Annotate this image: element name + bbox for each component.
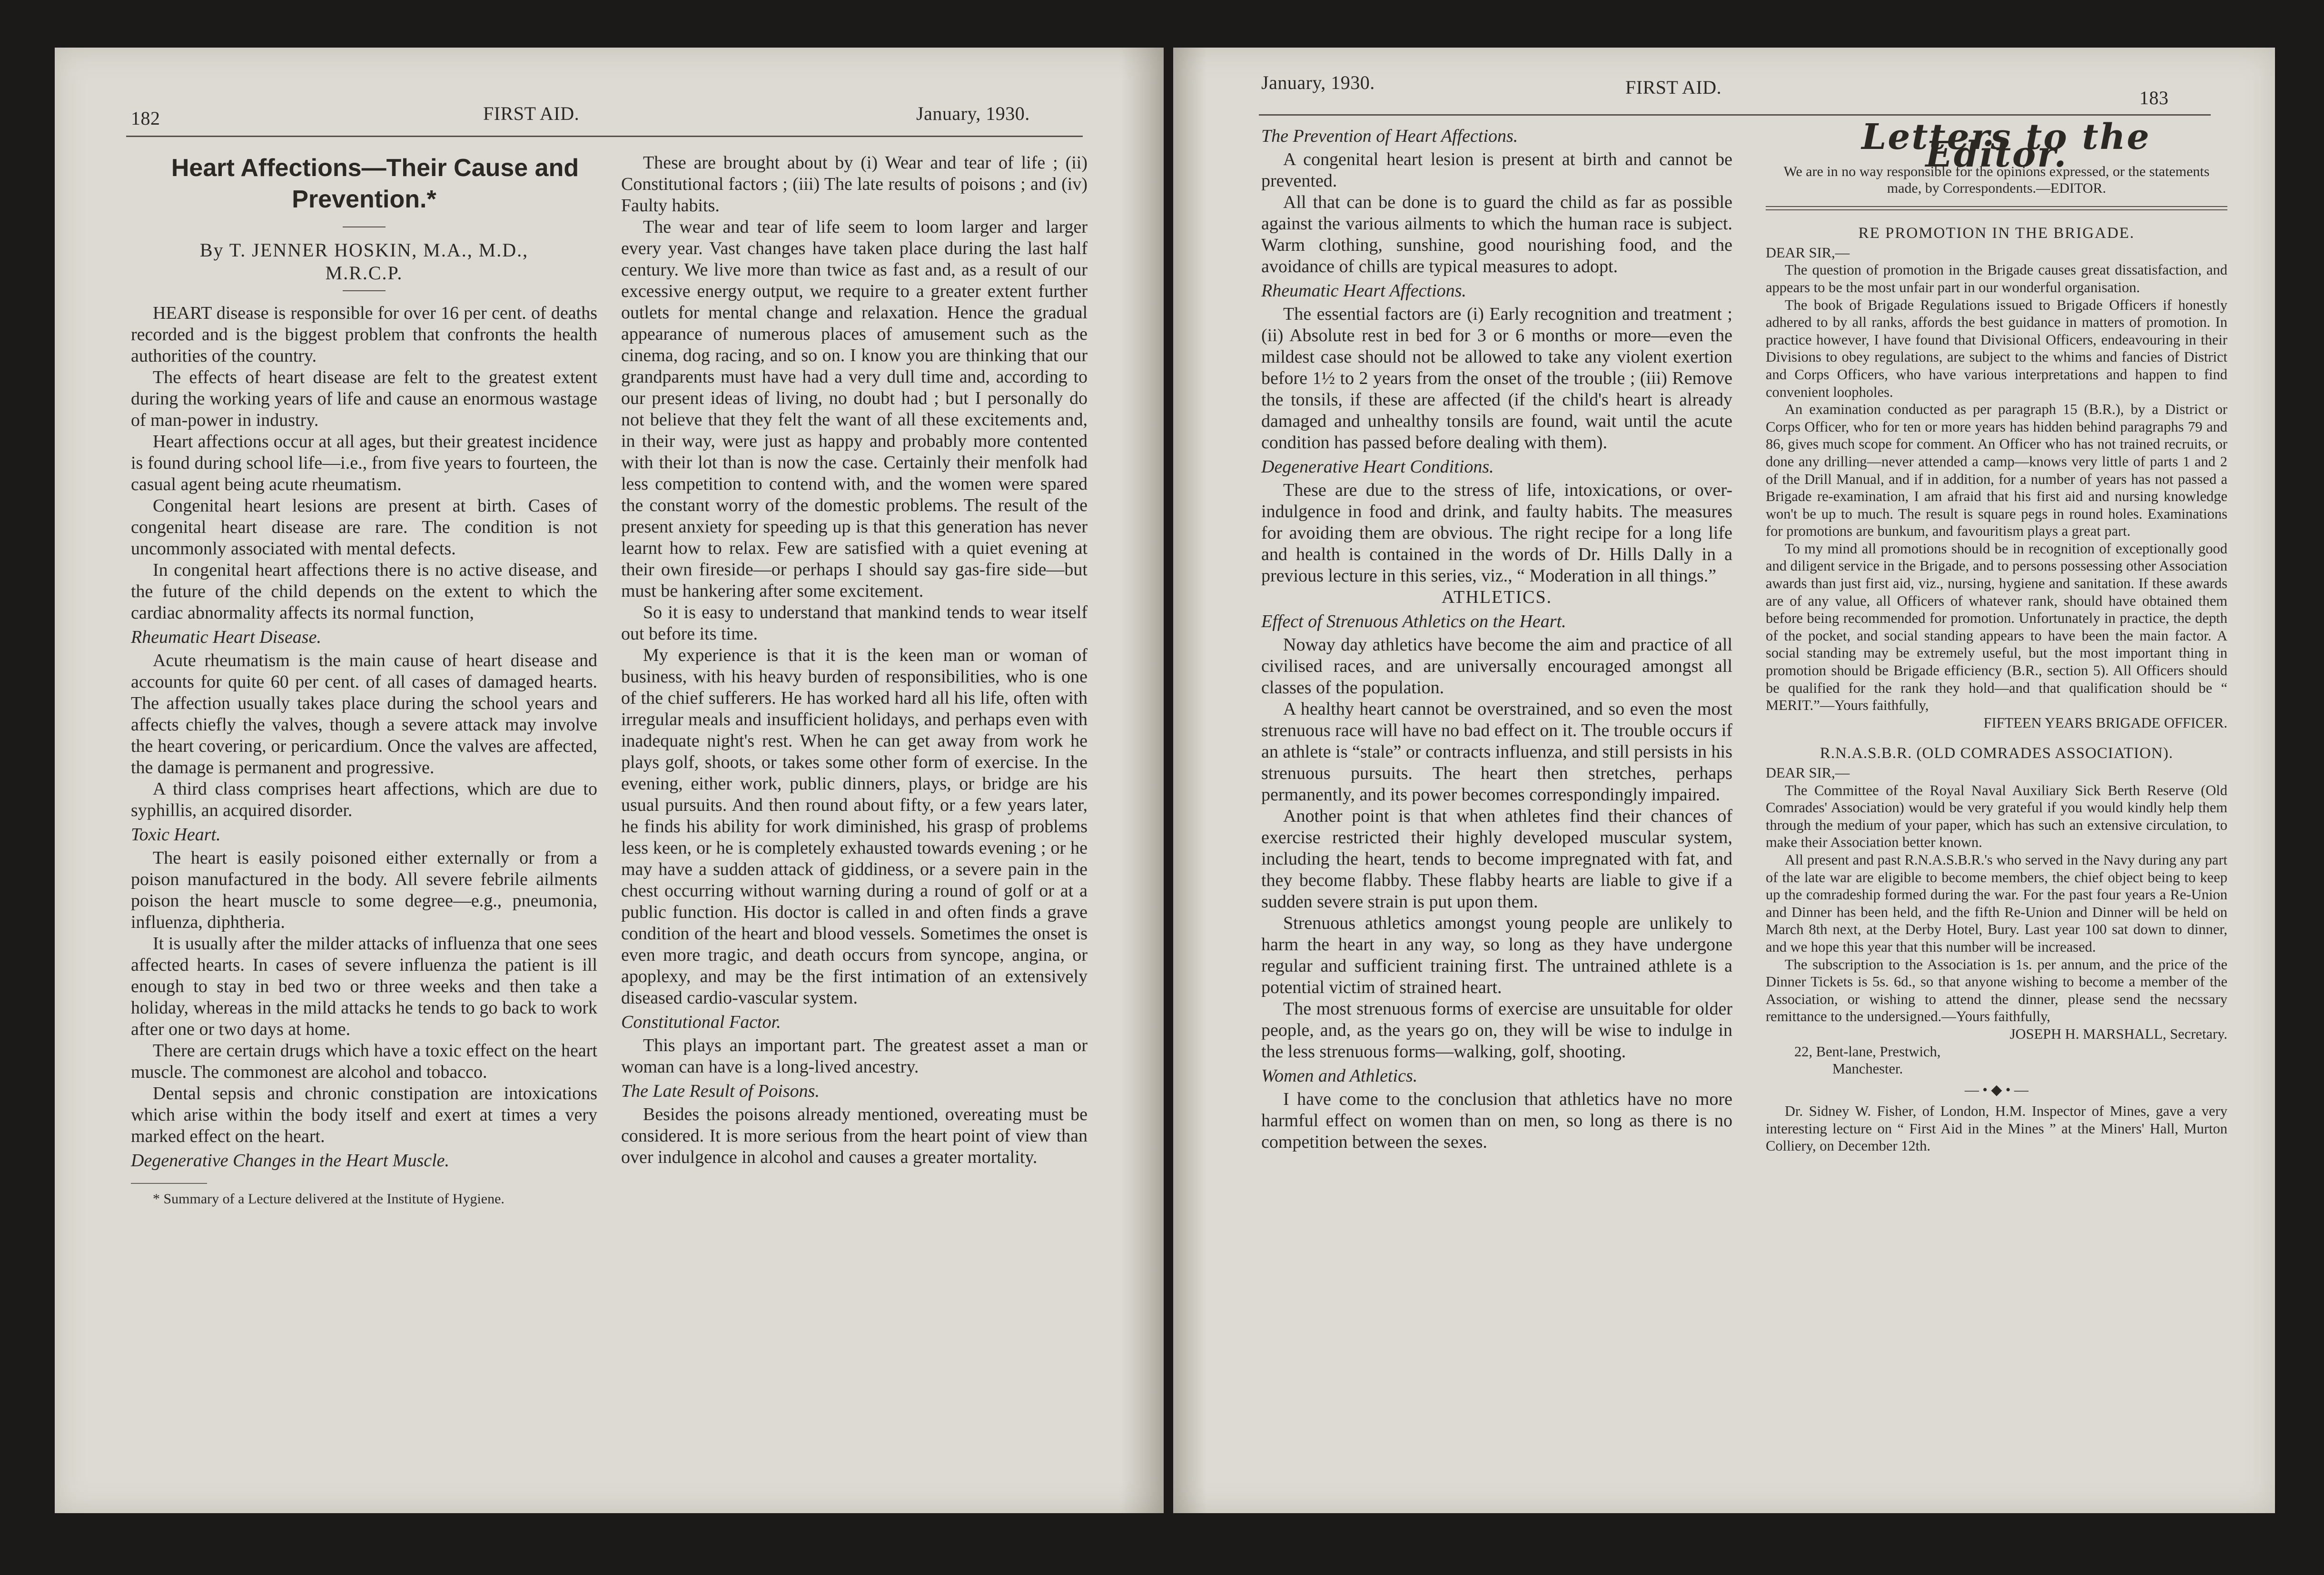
gutter-shadow	[1173, 48, 1207, 1513]
section-heading: ATHLETICS.	[1441, 587, 1553, 607]
paragraph: All that can be done is to guard the child as far as possible against the various ailments to which the human race is subject. Warm clothing, sunshine, good nourishing food, and the avoidance of chills are typical measures to adopt.	[1261, 192, 1732, 276]
paragraph: A healthy heart cannot be overstrained, and so even the most strenuous race will have no bad effect on it. The trouble occurs if an athlete is “stale” or contracts influenza, and still persists in his strenuous pursuits. The heart then stretches, perhaps permanently, and its power becomes correspondingly impaired.	[1261, 699, 1732, 805]
masthead: FIRST AID.	[483, 103, 580, 124]
paragraph: It is usually after the milder attacks of influenza that one sees affected hearts. In cases of severe influenza the patient is ill enough to stay in bed two or three weeks and then take a holiday, whereas in the mild attacks he tends to go back to work after one or two days at home.	[131, 934, 597, 1039]
left-page	[55, 48, 1164, 1513]
paragraph: So it is easy to understand that mankind tends to wear itself out before its time.	[621, 602, 1088, 644]
paragraph: The essential factors are (i) Early recognition and treatment ; (ii) Absolute rest in bed for 3 or 6 months or more—even the mildest case should not be allowed to take any violent exertion before 1½ to 2 years from the onset of the trouble ; (iii) Remove the tonsils, if these are affected (if the child's heart is already damaged and unhealthy tonsils are found, wait until the acute condition has passed before dealing with them).	[1261, 304, 1732, 453]
author-line-2: M.R.C.P.	[325, 262, 403, 284]
paragraph: Acute rheumatism is the main cause of heart disease and accounts for quite 60 per cent. of all cases of damaged hearts. The affection usually takes place during the school years and affects chiefly the valves, though a severe attack may involve the heart covering, or pericardium. Once the valves are affected, the damage is permanent and progressive.	[131, 650, 597, 778]
letter-paragraph: To my mind all promotions should be in recognition of exceptionally good and diligent service in the Brigade, and to persons possessing other Association awards than just first aid, viz., nursing, hygiene and sanitation. If these awards are of any value, all Officers of whatever rank, should have obtained them before being recommended for promotion. Unfortunately in practice, the depth of the pocket, and social standing appears to have been the main factor. A social standing may be extremely useful, but the most important thing in promotion should be Brigade efficiency (B.R., section 5). All Officers should be qualified for the rank they hold—and that qualification should be “ MERIT.”—Yours faithfully,	[1766, 540, 2227, 714]
subheading: The Late Result of Poisons.	[621, 1081, 820, 1101]
paragraph: The effects of heart disease are felt to the greatest extent during the working years of life and cause an enormous wastage of man-power in industry.	[131, 367, 597, 430]
letter-2-signature: JOSEPH H. MARSHALL, Secretary.	[2009, 1025, 2227, 1042]
header-rule	[1259, 114, 2211, 116]
paragraph: Another point is that when athletes find their chances of exercise restricted their highly developed muscular system, including the heart, tends to become impregnated with fat, and they become flabby. These flabby hearts are liable to give if a sudden severe strain is put upon them.	[1261, 806, 1732, 912]
section-double-rule	[1766, 206, 2227, 210]
article-column-2	[621, 152, 1088, 1168]
right-page	[1173, 48, 2275, 1513]
issue-date: January, 1930.	[1261, 72, 1375, 93]
paragraph: The wear and tear of life seem to loom larger and larger every year. Vast changes have taken place during the last half century. We live more than twice as fast and, as a result of our excessive energy output, we require to a greater extent further outlets for mental change and relaxation. Hence the gradual appearance of numerous places of amusement such as the cinema, dog racing, and so on. I know you are thinking that our grandparents must have had a very dull time and, according to our present ideas of living, no doubt had ; but I personally do not believe that they felt the want of all these excitements and, in their way, were just as happy and probably more contented with their lot than is now the case. Certainly their menfolk had less competition to contend with, and the women were spared the constant worry of the domestic problems. The result of the present anxiety for speeding up is that this generation has never learnt how to relax. Few are satisfied with a quiet evening at their own fireside—or perhaps I should say gas-fire side—but must be hankering after some excitement.	[621, 217, 1088, 601]
letter-1-salutation: DEAR SIR,—	[1766, 244, 1850, 261]
paragraph: I have come to the conclusion that athletics have no more harmful effect on women than on men, so long as there is no competition between the sexes.	[1261, 1089, 1732, 1152]
header-rule	[126, 136, 1083, 137]
editor-disclaimer: We are in no way responsible for the opinions expressed, or the statements made, by Correspondents.—EDITOR.	[1783, 164, 2210, 197]
gutter-shadow	[1121, 48, 1164, 1513]
letter-2-body	[1766, 782, 2227, 1025]
subheading: Constitutional Factor.	[621, 1012, 781, 1032]
paragraph: There are certain drugs which have a toxic effect on the heart muscle. The commonest are alcohol and tobacco.	[131, 1041, 597, 1082]
paragraph: Dental sepsis and chronic constipation are intoxications which arise within the body itself and exert at times a very marked effect on the heart.	[131, 1083, 597, 1146]
footnote-rule	[131, 1183, 207, 1184]
subheading: Degenerative Heart Conditions.	[1261, 457, 1494, 477]
paragraph: My experience is that it is the keen man or woman of business, with his heavy burden of responsibilities, who is one of the chief sufferers. He has worked hard all his life, often with irregular meals and insufficient holidays, and perhaps even with inadequate night's rest. When he can get away from work he plays golf, shoots, or takes some other form of exercise. In the evening, either work, public dinners, plays, or bridge are his usual pursuits. And then round about fifty, or a few years later, he finds his ability for work diminished, his grasp of problems less keen, or he is completely exhausted towards evening ; or he may have a sudden attack of giddiness, or a severe pain in the chest occurring without warning during a round of golf or at a public function. His doctor is called in and often finds a grave condition of the heart and blood vessels. Sometimes the onset is even more tragic, and death occurs from syncope, angina, or apoplexy, and may be the first intimation of an extensively diseased cardio-vascular system.	[621, 645, 1088, 1008]
paragraph: Strenuous athletics amongst young people are unlikely to harm the heart in any way, so long as they have undergone regular and sufficient training first. The untrained athlete is a potential victim of strained heart.	[1261, 913, 1732, 997]
paragraph: A congenital heart lesion is present at birth and cannot be prevented.	[1261, 149, 1732, 191]
letter-paragraph: The question of promotion in the Brigade causes great dissatisfaction, and appears to be the most unfair part in our wonderful organisation.	[1766, 262, 2227, 295]
letters-to-editor-title: Letters to the Editor.	[1861, 117, 2151, 175]
letter-2-salutation: DEAR SIR,—	[1766, 765, 1850, 781]
letter-paragraph: The book of Brigade Regulations issued to Brigade Officers if honestly adhered to by all ranks, affords the best guidance in matters of promotion. In practice however, I have found that Divisional Officers, endeavouring in their Divisions to obey regulations, are subject to the whims and fancies of District and Corps Officers, who have various interpretations and happen to find convenient loopholes.	[1766, 296, 2227, 400]
paragraph: This plays an important part. The greatest asset a man or woman can have is a long-lived ancestry.	[621, 1035, 1088, 1077]
paragraph: A third class comprises heart affections, which are due to syphillis, an acquired disorder.	[131, 779, 597, 820]
letter-2-address-line-2: Manchester.	[1832, 1061, 1903, 1077]
letter-2-address-line-1: 22, Bent-lane, Prestwich,	[1794, 1043, 1941, 1060]
mines-lecture-note: Dr. Sidney W. Fisher, of London, H.M. Inspector of Mines, gave a very interesting lecture on “ First Aid in the Mines ” at the Miners' Hall, Murton Colliery, on December 12th.	[1766, 1103, 2227, 1154]
subheading: Degenerative Changes in the Heart Muscle.	[131, 1151, 450, 1171]
issue-date: January, 1930.	[916, 103, 1030, 124]
letter-1-body	[1766, 261, 2227, 714]
letter-1-signature: FIFTEEN YEARS BRIGADE OFFICER.	[1983, 714, 2227, 731]
paragraph: The heart is easily poisoned either externally or from a poison manufactured in the body. All severe febrile ailments poison the heart muscle to some degree—e.g., pneumonia, influenza, diphtheria.	[131, 848, 597, 932]
paragraph: Heart affections occur at all ages, but their greatest incidence is found during school life—i.e., from five years to fourteen, the casual agent being acute rheumatism.	[131, 432, 597, 494]
paragraph: The most strenuous forms of exercise are unsuitable for older people, and, as the years go on, they will be wise to indulge in the less strenuous forms—walking, golf, shooting.	[1261, 999, 1732, 1062]
letter-paragraph: The subscription to the Association is 1s. per annum, and the price of the Dinner Tickets is 5s. 6d., so that anyone wishing to become a member of the Association, or wishing to attend the dinner, please send the necssary remittance to the undersigned.—Yours faithfully,	[1766, 956, 2227, 1025]
article-continuation-column	[1261, 123, 1732, 1153]
subheading: Women and Athletics.	[1261, 1066, 1418, 1086]
letter-1-heading: RE PROMOTION IN THE BRIGADE.	[1858, 225, 2135, 242]
article-body	[131, 303, 597, 1171]
page-number: 182	[131, 108, 160, 129]
subheading: Toxic Heart.	[131, 825, 221, 845]
article-title: Heart Affections—Their Cause and Prevention.*	[171, 154, 579, 213]
masthead: FIRST AID.	[1625, 77, 1722, 98]
title-rule	[343, 226, 386, 227]
page-number: 183	[2139, 87, 2169, 108]
paragraph: In congenital heart affections there is no active disease, and the future of the child depends on the extent to which the cardiac abnormality affects its normal function,	[131, 560, 597, 623]
letter-paragraph: The Committee of the Royal Naval Auxiliary Sick Berth Reserve (Old Comrades' Association) would be very grateful if you would kindly help them through the medium of your paper, which has such an extensive circulation, to make their Association better known.	[1766, 782, 2227, 851]
section-ornament: — • ◆ • —	[1964, 1082, 2029, 1098]
subheading: The Prevention of Heart Affections.	[1261, 126, 1518, 146]
footnote: * Summary of a Lecture delivered at the Institute of Hygiene.	[153, 1191, 504, 1207]
subheading: Rheumatic Heart Disease.	[131, 627, 321, 647]
subheading: Effect of Strenuous Athletics on the Heart.	[1261, 611, 1566, 631]
letter-paragraph: All present and past R.N.A.S.B.R.'s who served in the Navy during any part of the late war are eligible to become members, the chief object being to keep up the comradeship formed during the war. For the past four years a Re-Union and Dinner has been held, and the fifth Re-Union and Dinner will be held on March 8th next, at the Derby Hotel, Bury. Last year 100 sat down to dinner, and we hope this year that this number will be increased.	[1766, 851, 2227, 955]
letters-column	[1766, 117, 2227, 1155]
paragraph: These are brought about by (i) Wear and tear of life ; (ii) Constitutional factors ; (iii) The late results of poisons ; and (iv) Faulty habits.	[621, 153, 1088, 216]
paragraph: Congenital heart lesions are present at birth. Cases of congenital heart disease are rare. The condition is not uncommonly associated with mental defects.	[131, 496, 597, 559]
article-column-1	[131, 152, 597, 1208]
paragraph: These are due to the stress of life, intoxications, or over-indulgence in food and drink, and faulty habits. The measures for avoiding them are obvious. The right recipe for a long life and health is contained in the words of Dr. Hills Dally in a previous lecture in this series, viz., “ Moderation in all things.”	[1261, 480, 1732, 586]
paragraph: HEART disease is responsible for over 16 per cent. of deaths recorded and is the biggest problem that confronts the health authorities of the country.	[131, 303, 597, 366]
author-rule	[343, 290, 386, 291]
subheading: Rheumatic Heart Affections.	[1261, 281, 1466, 301]
paragraph: Noway day athletics have become the aim and practice of all civilised races, and are universally encouraged amongst all classes of the population.	[1261, 635, 1732, 698]
letter-2-heading: R.N.A.S.B.R. (OLD COMRADES ASSOCIATION).	[1820, 745, 2174, 762]
paragraph: Besides the poisons already mentioned, overeating must be considered. It is more serious from the heart point of view than over indulgence in alcohol and causes a greater mortality.	[621, 1104, 1088, 1167]
author-line-1: By T. JENNER HOSKIN, M.A., M.D.,	[199, 239, 529, 261]
letter-paragraph: An examination conducted as per paragraph 15 (B.R.), by a District or Corps Officer, who for ten or more years has hidden behind paragraphs 79 and 86, gives much scope for comment. An Officer who has not trained recruits, or done any drilling—never attended a camp—knows very little of parts 1 and 2 of the Drill Manual, and if in addition, for a number of years has not passed a Brigade re-examination, I am afraid that his first aid and nursing knowledge won't be up to much. The result is square pegs in round holes. Examinations for promotions are bunkum, and favouritism plays a great part.	[1766, 401, 2227, 540]
